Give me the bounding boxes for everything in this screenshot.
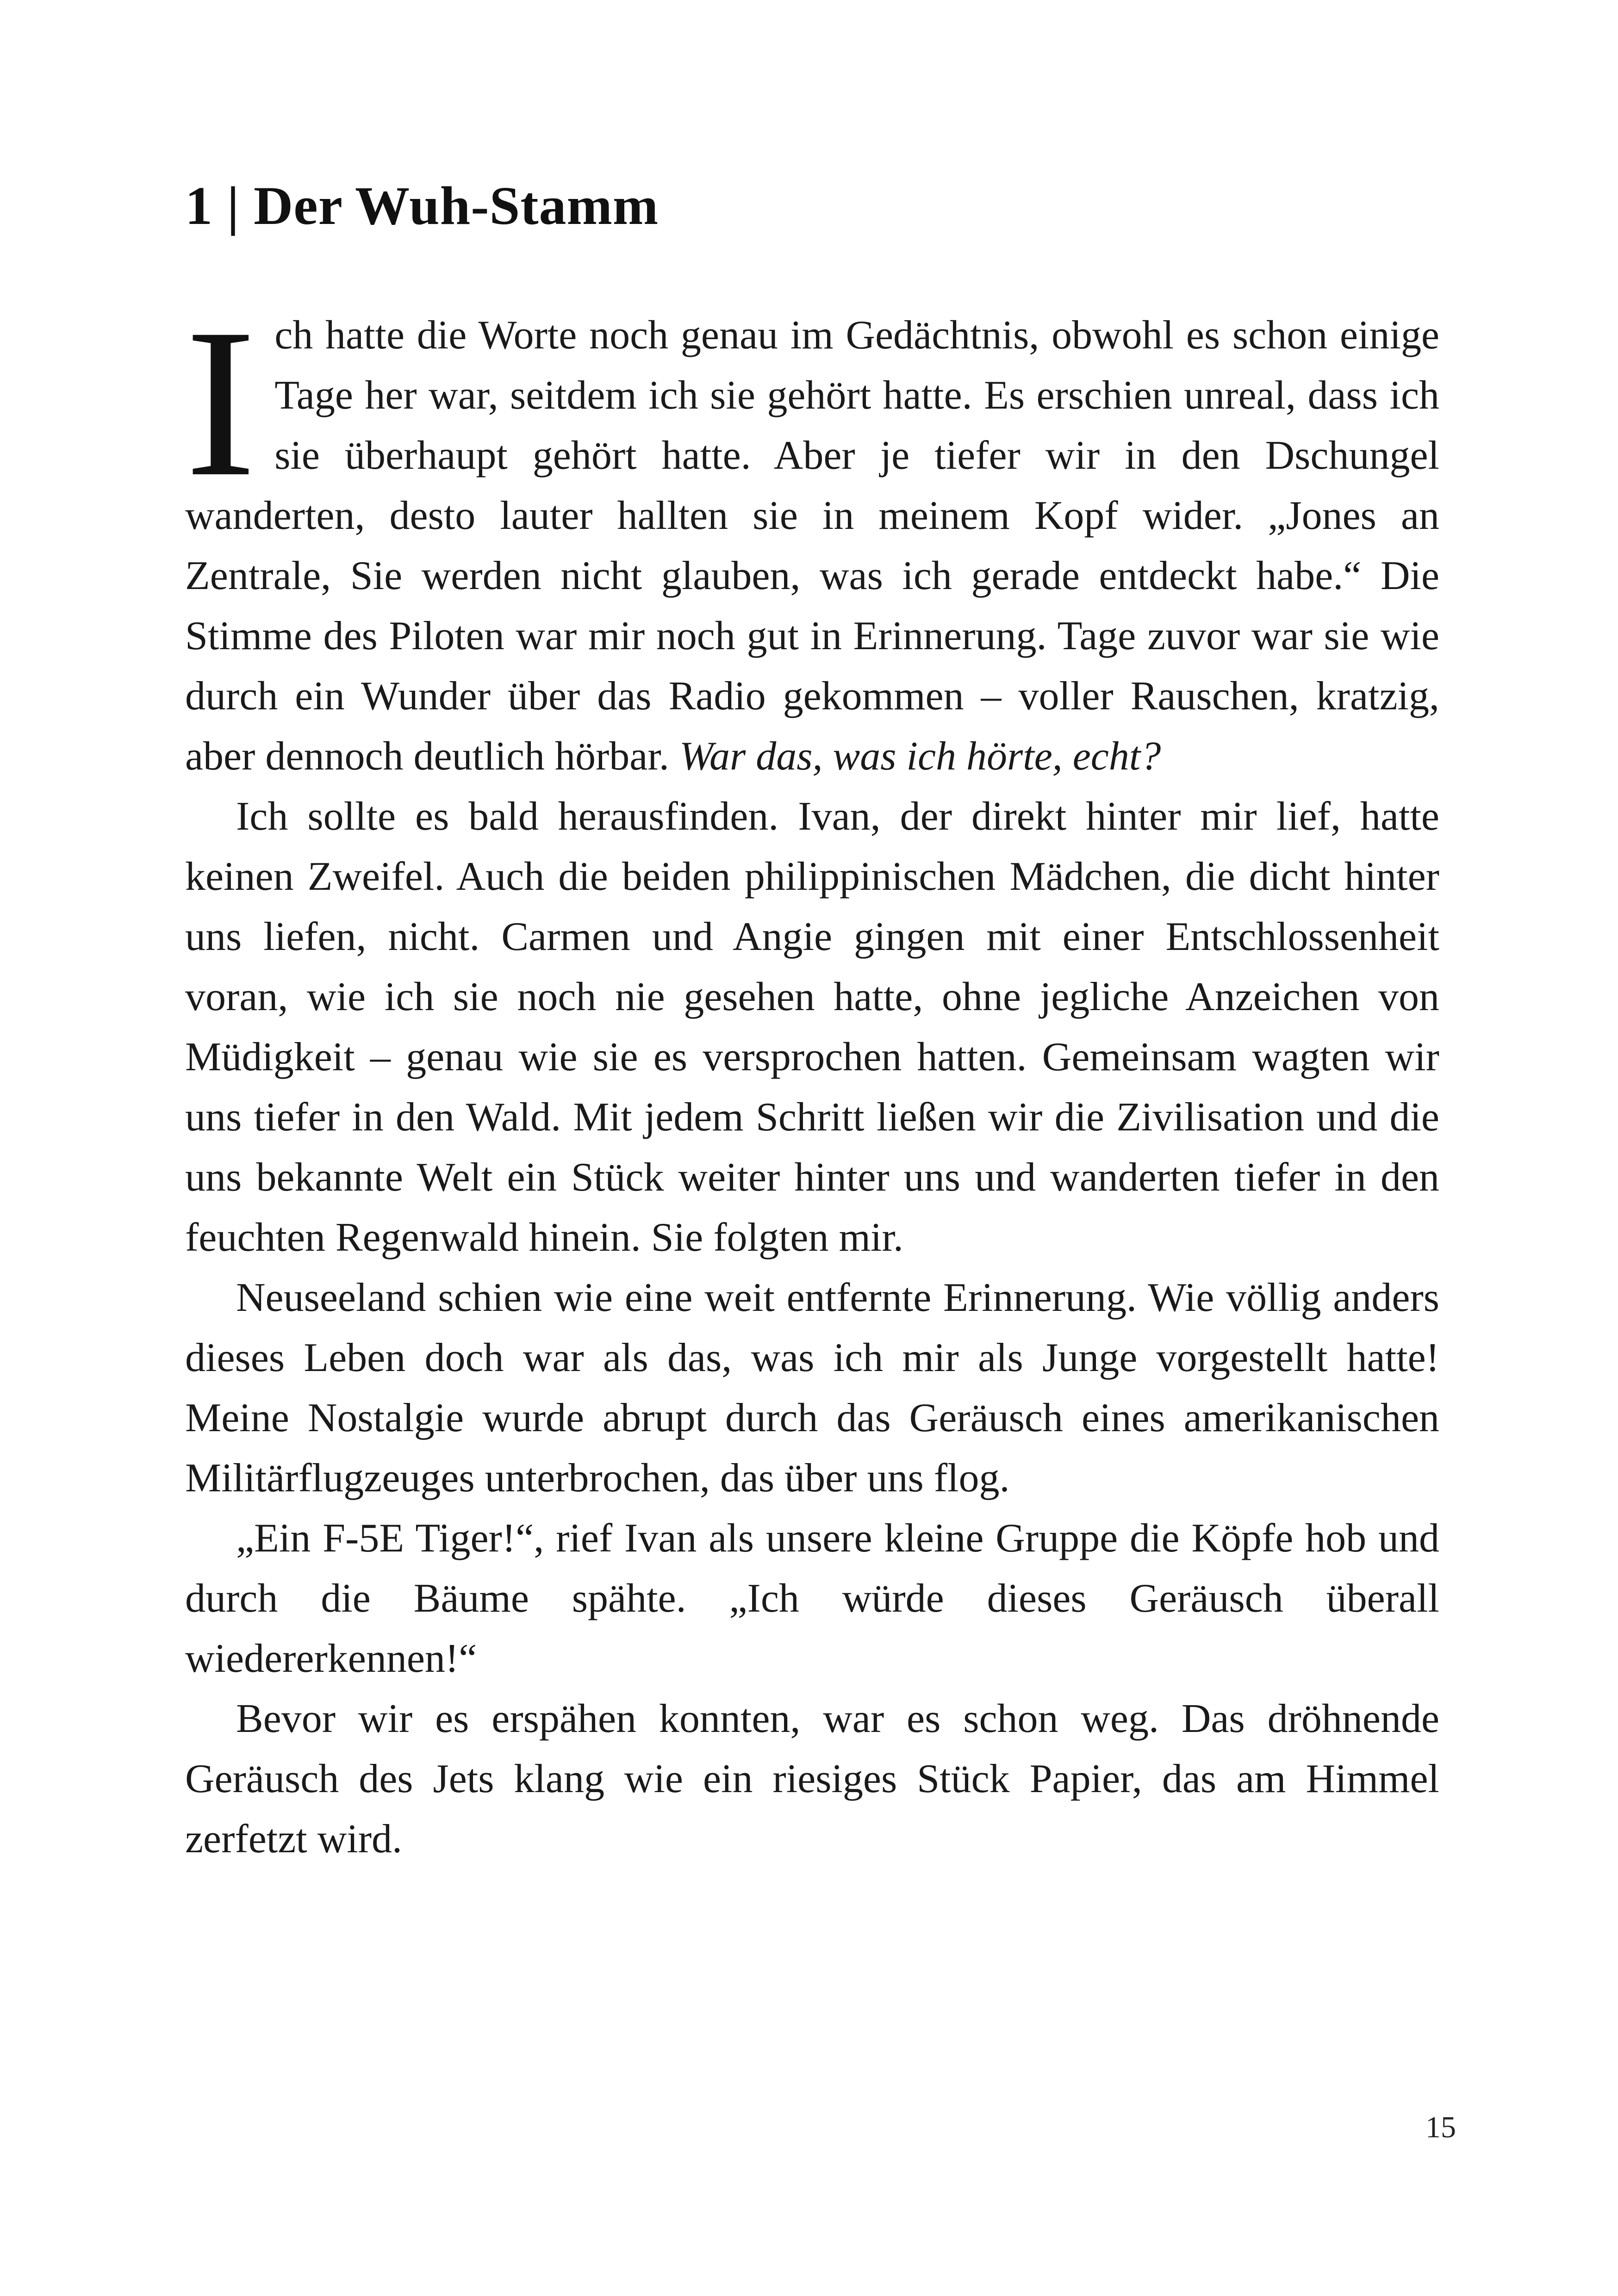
- chapter-title: 1 | Der Wuh-Stamm: [185, 175, 659, 236]
- drop-cap: I: [185, 284, 256, 521]
- page-number: 15: [1425, 2110, 1456, 2144]
- paragraph-2: Ich sollte es bald herausfinden. Ivan, der direkt hinter mir lief, hatte keinen Zweifel. Auch die beiden philippinischen Mädchen, die dicht hinter uns liefen, nicht. Carmen und Angie gingen mit einer Entschlossenheit voran, wie ich sie noch nie gesehen hatte, ohne jegliche Anzeichen von Müdigkeit – genau wie sie es versprochen hatten. Gemeinsam wagten wir uns tiefer in den Wald. Mit jedem Schritt ließen wir die Zivilisation und die uns bekannte Welt ein Stück weiter hinter uns und wanderten tiefer in den feuchten Regenwald hinein. Sie folgten mir.: [185, 794, 1439, 1260]
- paragraph-1-text: ch hatte die Worte noch genau im Gedächtnis, obwohl es schon einige Tage her war, seitdem ich sie gehört hatte. Es erschien unreal, dass ich sie überhaupt gehört hatte. Aber je tiefer wir in den Dschungel wanderten, desto lauter hallten sie in meinem Kopf wider. „Jones an Zentrale, Sie werden nicht glauben, was ich gerade entdeckt habe.“ Die Stimme des Piloten war mir noch gut in Erinnerung. Tage zuvor war sie wie durch ein Wunder über das Radio gekommen – voller Rauschen, kratzig, aber dennoch deutlich hörbar.: [185, 312, 1439, 779]
- page-content: [185, 176, 1439, 1869]
- paragraph-3: Neuseeland schien wie eine weit entfernte Erinnerung. Wie völlig anders dieses Leben doch war als das, was ich mir als Junge vorgestellt hatte! Meine Nostalgie wurde abrupt durch das Geräusch eines amerikanischen Militärflugzeuges unterbrochen, das über uns flog.: [185, 1275, 1439, 1501]
- paragraph-5: Bevor wir es erspähen konnten, war es schon weg. Das dröhnende Geräusch des Jets klang wie ein riesiges Stück Papier, das am Himmel zerfetzt wird.: [185, 1696, 1439, 1862]
- body-text: [185, 284, 1439, 1869]
- paragraph-1: [185, 284, 1439, 787]
- paragraph-1-italic: War das, was ich hörte, echt?: [679, 733, 1161, 779]
- paragraph-4: „Ein F-5E Tiger!“, rief Ivan als unsere kleine Gruppe die Köpfe hob und durch die Bäume spähte. „Ich würde dieses Geräusch überall wiedererkennen!“: [185, 1515, 1439, 1681]
